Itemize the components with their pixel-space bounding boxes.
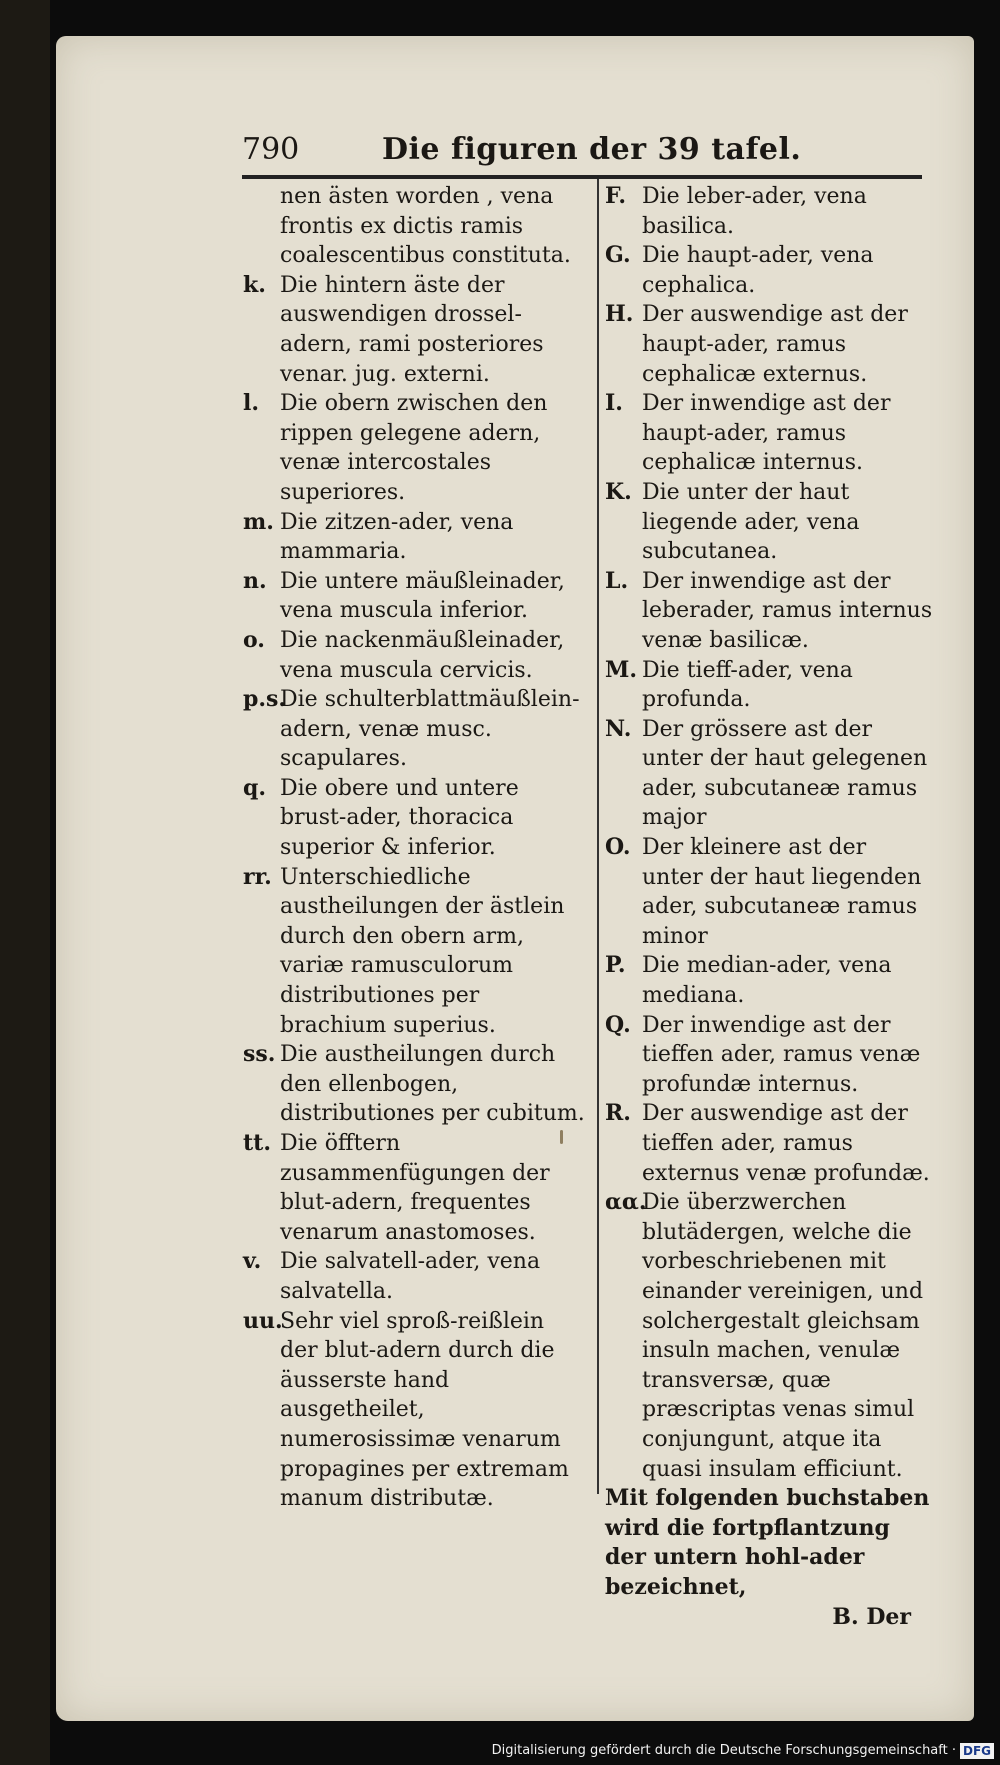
entry: αα. Die überzwerchen blutädergen, welche die vorbeschriebenen mit einander vereinigen, und solchergestalt gleichsam insuln machen, venulæ transversæ, quæ præscriptas venas simul conjungunt, atque ita quasi insulam efficiunt. bbox=[605, 1189, 924, 1482]
entry: M. Die tieff-ader, vena profunda. bbox=[605, 656, 853, 713]
entry-text: Der auswendige ast der tieffen ader, ramus externus venæ profundæ. bbox=[642, 1101, 930, 1186]
entry: tt. Die öfftern zusammenfügungen der blut-adern, frequentes venarum anastomoses. bbox=[243, 1130, 550, 1245]
page-header bbox=[242, 130, 922, 170]
dfg-logo: DFG bbox=[960, 1743, 994, 1759]
header-rule bbox=[242, 175, 922, 179]
entry: G. Die haupt-ader, vena cephalica. bbox=[605, 242, 874, 298]
entry: H. Der auswendige ast der haupt-ader, ramus cephalicæ externus. bbox=[605, 301, 908, 387]
entry-text: Die median-ader, vena mediana. bbox=[642, 953, 892, 1009]
page-number: 790 bbox=[242, 132, 300, 167]
digitization-credit bbox=[492, 1741, 994, 1761]
column-divider bbox=[597, 179, 599, 1494]
entry-text: Die haupt-ader, vena cephalica. bbox=[642, 243, 874, 298]
entry: P. Die median-ader, vena mediana. bbox=[605, 952, 892, 1009]
entry: l. Die obern zwischen den rippen gelegene adern, venæ intercostales superiores. bbox=[243, 390, 548, 505]
entry-text: Der inwendige ast der haupt-ader, ramus cephalicæ internus. bbox=[642, 391, 891, 476]
entry: Q. Der inwendige ast der tieffen ader, ramus venæ profundæ internus. bbox=[605, 1011, 921, 1097]
entry: k. Die hintern äste der auswendigen drossel-adern, rami posteriores venar. jug. externi. bbox=[243, 271, 544, 387]
entry: L. Der inwendige ast der leberader, ramus internus venæ basilicæ. bbox=[605, 567, 933, 653]
credit-text: Digitalisierung gefördert durch die Deutsche Forschungsgemeinschaft · bbox=[491, 1743, 956, 1758]
entry-text: Der grössere ast der unter der haut gelegenen ader, subcutaneæ ramus major bbox=[642, 716, 928, 831]
entry-text: Der kleinere ast der unter der haut liegenden ader, subcutaneæ ramus minor bbox=[642, 835, 922, 949]
entry bbox=[605, 1484, 933, 1602]
entry-text: Die tieff-ader, vena profunda. bbox=[642, 657, 853, 713]
entry: n. Die untere mäußleinader, vena muscula inferior. bbox=[243, 567, 565, 624]
entry-text: Die obern zwischen den rippen gelegene adern, venæ intercostales superiores. bbox=[280, 391, 548, 505]
entry-text: Die unter der haut liegende ader, vena subcutanea. bbox=[642, 479, 860, 565]
entry-text: Der inwendige ast der leberader, ramus internus venæ basilicæ. bbox=[642, 568, 933, 653]
entry-text: Die untere mäußleinader, vena muscula inferior. bbox=[280, 568, 565, 624]
entry-text: Die leber-ader, vena basilica. bbox=[642, 184, 867, 239]
entry: N. Der grössere ast der unter der haut gelegenen ader, subcutaneæ ramus major bbox=[605, 715, 928, 831]
entry: o. Die nackenmäußleinader, vena muscula cervicis. bbox=[243, 626, 565, 683]
entry: R. Der auswendige ast der tieffen ader, ramus externus venæ profundæ. bbox=[605, 1100, 930, 1186]
entry-text: Unterschiedliche austheilungen der ästlein durch den obern arm, variæ ramusculorum distributiones per brachium superius. bbox=[280, 864, 565, 1038]
entry: uu. Sehr viel sproß-reißlein der blut-adern durch die äusserste hand ausgetheilet, numerosissimæ venarum propagines per extremam manum distributæ. bbox=[243, 1307, 569, 1512]
entry: I. Der inwendige ast der haupt-ader, ramus cephalicæ internus. bbox=[605, 390, 891, 476]
entry-text: Die austheilungen durch den ellenbogen, distributiones per cubitum. bbox=[280, 1042, 585, 1127]
entry-text: nen ästen worden , vena frontis ex dictis ramis coalescentibus constituta. bbox=[280, 184, 571, 269]
scan-background bbox=[0, 0, 50, 1765]
entry: m. Die zitzen-ader, vena mammaria. bbox=[243, 508, 514, 565]
entry-text: Die schulterblattmäußlein-adern, venæ musc. scapulares. bbox=[280, 687, 580, 772]
running-title: Die figuren der 39 tafel. bbox=[382, 132, 802, 167]
catchword: B. Der bbox=[832, 1603, 911, 1630]
entry: K. Die unter der haut liegende ader, vena subcutanea. bbox=[605, 478, 860, 565]
entry-text: Mit folgenden buchstaben wird die fortpflantzung der untern hohl-ader bezeichnet, bbox=[605, 1485, 930, 1600]
entry: O. Der kleinere ast der unter der haut liegenden ader, subcutaneæ ramus minor bbox=[605, 834, 922, 949]
entry: ss. Die austheilungen durch den ellenbogen, distributiones per cubitum. bbox=[243, 1041, 585, 1127]
entry: v. Die salvatell-ader, vena salvatella. bbox=[243, 1248, 541, 1304]
entry-text: Sehr viel sproß-reißlein der blut-adern durch die äusserste hand ausgetheilet, numerosissimæ venarum propagines per extremam manum distributæ. bbox=[280, 1308, 569, 1512]
entry: rr. Unterschiedliche austheilungen der ästlein durch den obern arm, variæ ramusculorum distributiones per brachium superius. bbox=[243, 863, 565, 1038]
page-mark bbox=[560, 1130, 563, 1144]
entry-text: Die salvatell-ader, vena salvatella. bbox=[280, 1249, 541, 1304]
entry-text: Die überzwerchen blutädergen, welche die vorbeschriebenen mit einander vereinigen, und solchergestalt gleichsam insuln machen, venulæ transversæ, quæ præscriptas venas simul conjungunt, atque ita quasi insulam efficiunt. bbox=[642, 1190, 924, 1482]
entry: q. Die obere und untere brust-ader, thoracica superior & inferior. bbox=[243, 774, 519, 861]
entry-text: Die öfftern zusammenfügungen der blut-adern, frequentes venarum anastomoses. bbox=[280, 1131, 550, 1245]
entry: F. Die leber-ader, vena basilica. bbox=[605, 183, 867, 239]
entry-text: Die nackenmäußleinader, vena muscula cervicis. bbox=[280, 627, 565, 683]
entry-text: Die obere und untere brust-ader, thoracica superior & inferior. bbox=[280, 775, 519, 861]
left-column bbox=[243, 182, 588, 1514]
entry bbox=[243, 182, 588, 271]
right-column bbox=[605, 182, 933, 1632]
entry: p.s. Die schulterblattmäußlein-adern, venæ musc. scapulares. bbox=[243, 686, 580, 772]
entry-text: Der inwendige ast der tieffen ader, ramus venæ profundæ internus. bbox=[642, 1012, 921, 1097]
entry-text: Die zitzen-ader, vena mammaria. bbox=[280, 509, 514, 565]
entry-text: Der auswendige ast der haupt-ader, ramus cephalicæ externus. bbox=[642, 302, 908, 387]
entry-text: Die hintern äste der auswendigen drossel-adern, rami posteriores venar. jug. externi. bbox=[280, 272, 544, 387]
